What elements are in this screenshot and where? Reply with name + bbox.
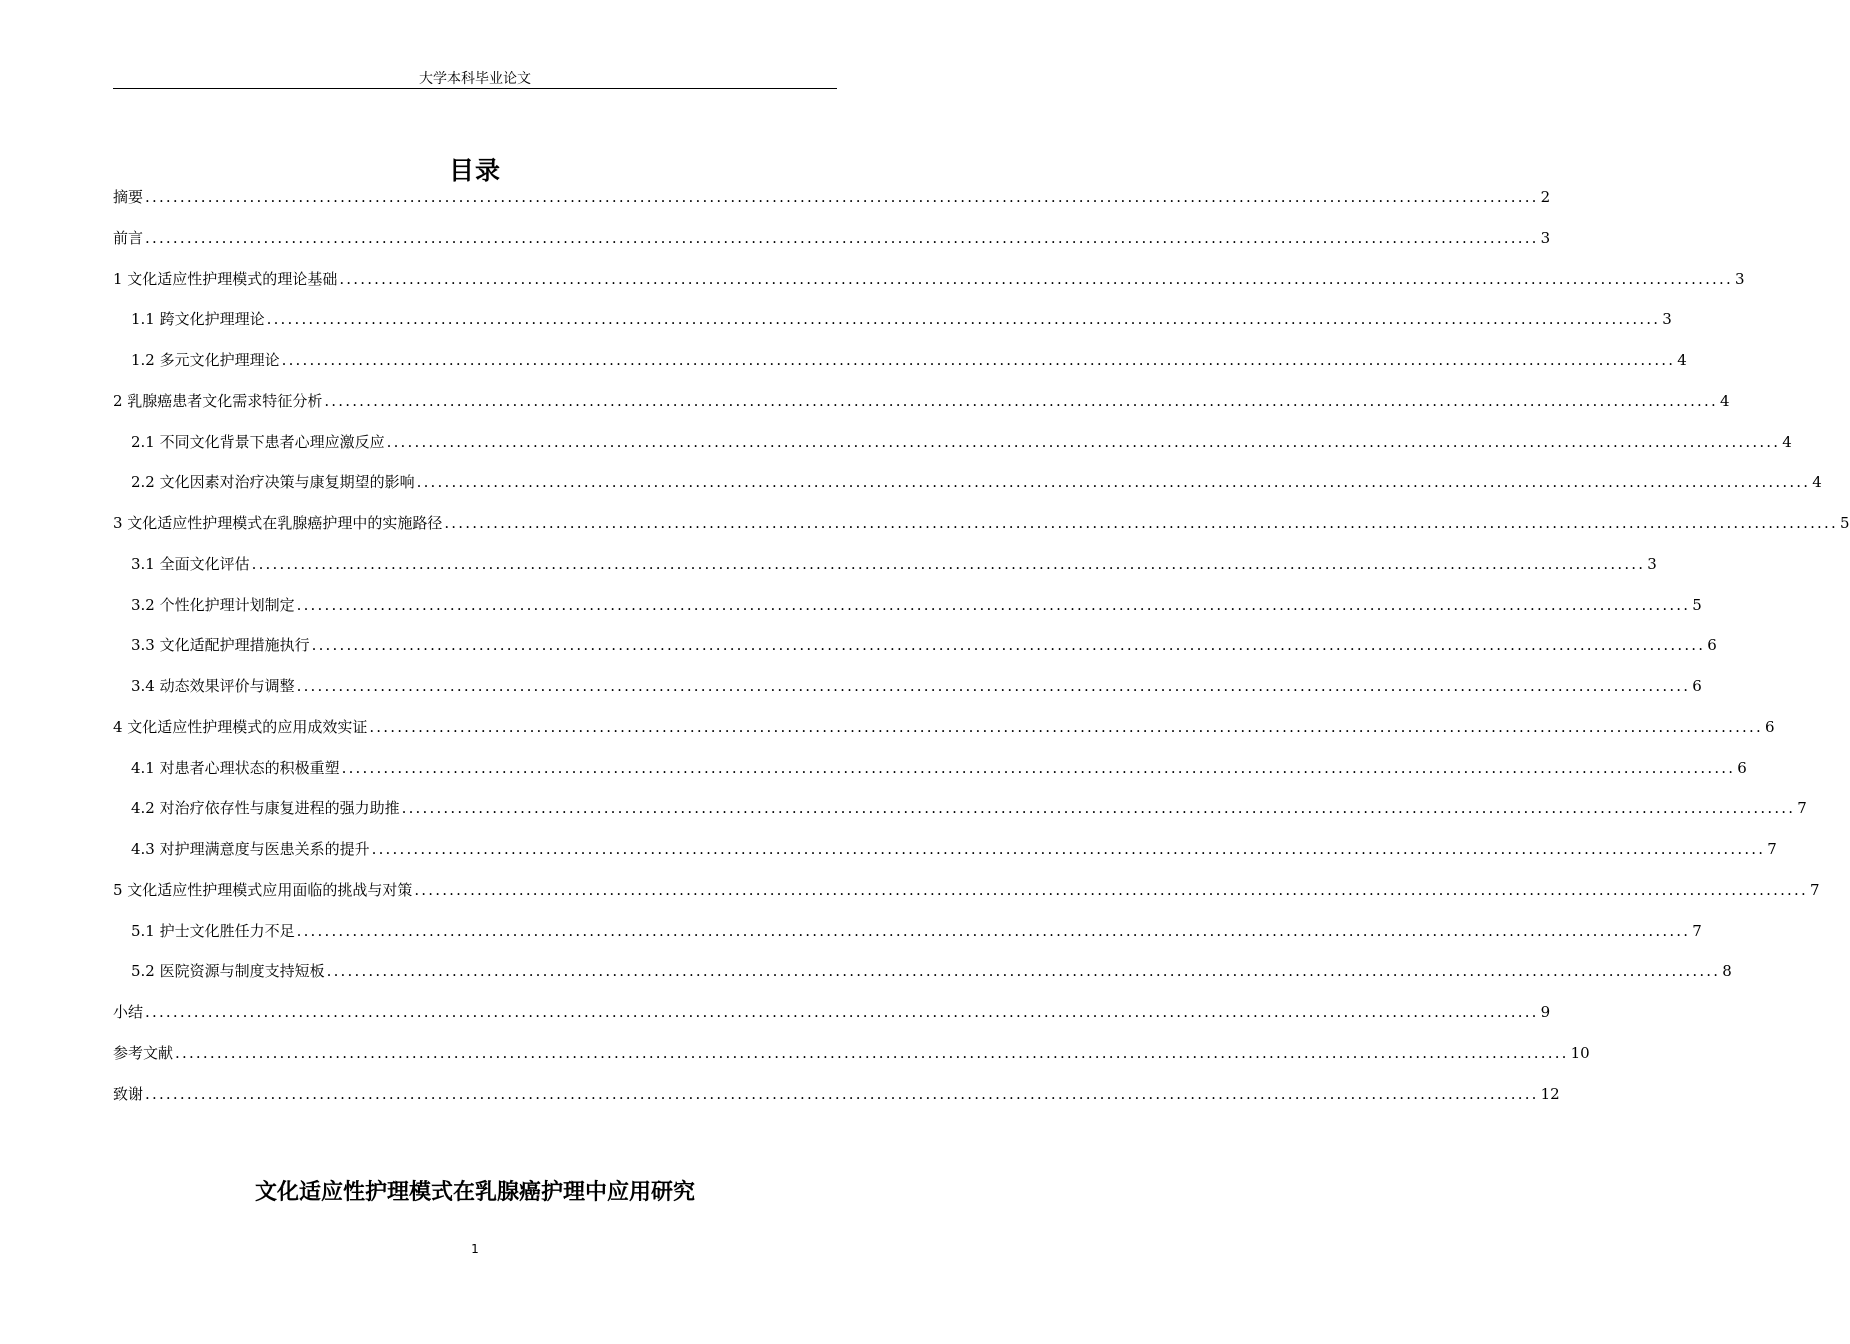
- toc-entry-label: 前言: [113, 228, 144, 247]
- toc-page-number: 3: [1734, 269, 1745, 288]
- toc-entry[interactable]: [113, 594, 1702, 635]
- toc-entry[interactable]: [113, 879, 1820, 920]
- page-number: 1: [471, 1242, 479, 1256]
- toc-entry[interactable]: [113, 471, 1822, 512]
- toc-page-number: 4: [1782, 432, 1792, 451]
- toc-entry[interactable]: [113, 716, 1775, 757]
- toc-entry[interactable]: [113, 1083, 1560, 1124]
- toc-page-number: 9: [1540, 1003, 1551, 1021]
- toc-entry-label: 摘要: [113, 188, 144, 206]
- toc-leader-dots: ........................................................................................................................................................................................................: [341, 758, 1736, 777]
- toc-leader-dots: ........................................................................................................................................................................................................: [371, 840, 1766, 858]
- toc-page-number: 6: [1737, 758, 1747, 777]
- toc-entry-label: 3 文化适应性护理模式在乳腺癌护理中的实施路径: [113, 514, 443, 532]
- toc-entry[interactable]: [113, 634, 1717, 675]
- toc-entry-label: 4 文化适应性护理模式的应用成效实证: [113, 717, 368, 736]
- toc-entry[interactable]: [113, 1001, 1551, 1042]
- header-rule: [113, 88, 837, 89]
- toc-leader-dots: ........................................................................................................................................................................................................: [251, 554, 1646, 573]
- toc-entry-label: 2 乳腺癌患者文化需求特征分析: [113, 391, 323, 410]
- toc-page-number: 7: [1809, 880, 1820, 899]
- toc-page-number: 7: [1767, 840, 1777, 858]
- toc-leader-dots: ........................................................................................................................................................................................................: [266, 310, 1661, 329]
- toc-leader-dots: ........................................................................................................................................................................................................: [296, 677, 1691, 695]
- toc-entry-label: 参考文献: [113, 1043, 174, 1062]
- toc-page-number: 3: [1662, 310, 1672, 329]
- toc-entry-label: 2.2 文化因素对治疗决策与康复期望的影响: [131, 473, 415, 492]
- toc-page-number: 3: [1647, 554, 1657, 573]
- toc-leader-dots: ........................................................................................................................................................................................................: [414, 880, 1808, 899]
- toc-page-number: 5: [1692, 595, 1702, 614]
- toc-leader-dots: ........................................................................................................................................................................................................: [339, 269, 1733, 288]
- toc-page-number: 4: [1719, 391, 1730, 410]
- toc-page-number: 3: [1540, 228, 1551, 247]
- toc-entry-label: 5.1 护士文化胜任力不足: [131, 921, 295, 940]
- toc-entry[interactable]: [113, 920, 1702, 961]
- toc-entry-label: 4.2 对治疗依存性与康复进程的强力助推: [131, 799, 400, 818]
- toc-leader-dots: ........................................................................................................................................................................................................: [416, 473, 1811, 492]
- toc-leader-dots: ........................................................................................................................................................................................................: [145, 1003, 1539, 1021]
- toc-page-number: 6: [1764, 717, 1775, 736]
- toc-leader-dots: ........................................................................................................................................................................................................: [175, 1043, 1569, 1062]
- toc-entry[interactable]: [113, 431, 1792, 472]
- toc-leader-dots: ........................................................................................................................................................................................................: [369, 717, 1763, 736]
- toc-entry[interactable]: [113, 675, 1702, 716]
- toc-entry-label: 4.3 对护理满意度与医患关系的提升: [131, 840, 370, 858]
- toc-leader-dots: ........................................................................................................................................................................................................: [326, 962, 1721, 981]
- toc-entry-label: 2.1 不同文化背景下患者心理应激反应: [131, 432, 385, 451]
- toc-entry[interactable]: [113, 1042, 1590, 1083]
- toc-leader-dots: ........................................................................................................................................................................................................: [281, 351, 1676, 369]
- toc-page-number: 12: [1540, 1084, 1560, 1103]
- toc-entry[interactable]: [113, 349, 1687, 390]
- toc-entry-label: 1 文化适应性护理模式的理论基础: [113, 269, 338, 288]
- toc-entry[interactable]: [113, 308, 1672, 349]
- toc-leader-dots: ........................................................................................................................................................................................................: [145, 228, 1539, 247]
- toc-page-number: 5: [1839, 514, 1850, 532]
- toc-page-number: 4: [1677, 351, 1687, 369]
- toc-entry[interactable]: [113, 838, 1777, 879]
- thesis-title: 文化适应性护理模式在乳腺癌护理中应用研究: [254, 1180, 695, 1205]
- toc-page-number: 8: [1722, 962, 1732, 981]
- toc-entry[interactable]: [113, 227, 1551, 268]
- toc-entry-label: 小结: [113, 1003, 144, 1021]
- toc-entry-label: 3.2 个性化护理计划制定: [131, 595, 295, 614]
- toc-entry-label: 3.4 动态效果评价与调整: [131, 677, 295, 695]
- toc-leader-dots: ........................................................................................................................................................................................................: [311, 636, 1706, 655]
- toc-page-number: 10: [1570, 1043, 1590, 1062]
- toc-leader-dots: ........................................................................................................................................................................................................: [296, 921, 1691, 940]
- toc-entry[interactable]: [113, 553, 1657, 594]
- toc-entry[interactable]: [113, 960, 1732, 1001]
- toc-entry-label: 4.1 对患者心理状态的积极重塑: [131, 758, 340, 777]
- toc-leader-dots: ........................................................................................................................................................................................................: [296, 595, 1691, 614]
- toc-leader-dots: ........................................................................................................................................................................................................: [145, 1084, 1539, 1103]
- toc-leader-dots: ........................................................................................................................................................................................................: [401, 799, 1796, 818]
- toc-entry[interactable]: [113, 797, 1807, 838]
- toc-entry-label: 1.2 多元文化护理理论: [131, 351, 280, 369]
- toc-entry-label: 5 文化适应性护理模式应用面临的挑战与对策: [113, 880, 413, 899]
- toc-leader-dots: ........................................................................................................................................................................................................: [386, 432, 1781, 451]
- table-of-contents: [113, 186, 1850, 1123]
- toc-page-number: 4: [1812, 473, 1822, 492]
- toc-entry[interactable]: [113, 390, 1730, 431]
- toc-page-number: 2: [1540, 188, 1551, 206]
- toc-leader-dots: ........................................................................................................................................................................................................: [145, 188, 1539, 206]
- toc-entry[interactable]: [113, 268, 1745, 309]
- toc-leader-dots: ........................................................................................................................................................................................................: [324, 391, 1718, 410]
- toc-entry[interactable]: [113, 757, 1747, 798]
- toc-entry-label: 3.3 文化适配护理措施执行: [131, 636, 310, 655]
- toc-page-number: 7: [1797, 799, 1807, 818]
- toc-leader-dots: ........................................................................................................................................................................................................: [444, 514, 1838, 532]
- toc-page-number: 6: [1707, 636, 1717, 655]
- toc-page-number: 7: [1692, 921, 1702, 940]
- toc-page-number: 6: [1692, 677, 1702, 695]
- toc-entry-label: 3.1 全面文化评估: [131, 554, 250, 573]
- toc-title: 目录: [448, 156, 501, 185]
- toc-entry-label: 致谢: [113, 1084, 144, 1103]
- toc-entry[interactable]: [113, 512, 1850, 553]
- toc-entry[interactable]: [113, 186, 1551, 227]
- toc-entry-label: 5.2 医院资源与制度支持短板: [131, 962, 325, 981]
- running-header: 大学本科毕业论文: [419, 71, 531, 87]
- toc-entry-label: 1.1 跨文化护理理论: [131, 310, 265, 329]
